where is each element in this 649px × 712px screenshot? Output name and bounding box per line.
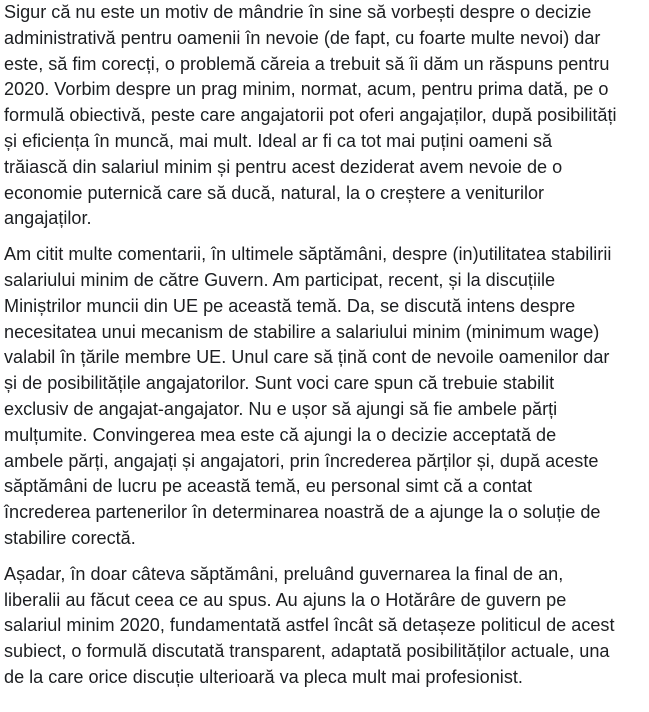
text-line: mulțumite. Convingerea mea este că ajungi la o decizie acceptată de bbox=[4, 424, 557, 445]
text-line: trăiască din salariul minim și pentru acest deziderat avem nevoie de o bbox=[4, 156, 563, 177]
text-line: și eficiența în muncă, mai mult. Ideal ar fi ca tot mai puțini oameni să bbox=[4, 130, 553, 151]
text-line: încrederea partenerilor în determinarea noastră de a ajunge la o soluție de bbox=[4, 502, 601, 523]
text-line: de la care orice discuție ulterioară va pleca mult mai profesionist. bbox=[4, 666, 523, 687]
post-body bbox=[4, 0, 644, 701]
text-line: angajaților. bbox=[4, 208, 92, 229]
text-line: administrativă pentru oamenii în nevoie (de fapt, cu foarte multe nevoi) dar bbox=[4, 27, 601, 48]
text-line: stabilire corectă. bbox=[4, 527, 136, 548]
text-line: 2020. Vorbim despre un prag minim, normat, acum, pentru prima dată, pe o bbox=[4, 79, 609, 100]
text-line: este, să fim corecți, o problemă căreia a trebuit să îi dăm un răspuns pentru bbox=[4, 53, 610, 74]
text-line: valabil în țările membre UE. Unul care să țină cont de nevoile oamenilor dar bbox=[4, 347, 610, 368]
text-line: săptămâni de lucru pe această temă, eu personal simt că a contat bbox=[4, 476, 533, 497]
text-line: Am citit multe comentarii, în ultimele săptămâni, despre (in)utilitatea stabilirii bbox=[4, 244, 612, 265]
text-line: ambele părți, angajați și angajatori, prin încrederea părților și, după aceste bbox=[4, 450, 599, 471]
text-line: exclusiv de angajat-angajator. Nu e ușor să ajungi să fie ambele părți bbox=[4, 398, 558, 419]
text-line: economie puternică care să ducă, natural, la o creștere a veniturilor bbox=[4, 182, 545, 203]
text-line: și de posibilitățile angajatorilor. Sunt voci care spun că trebuie stabilit bbox=[4, 373, 555, 394]
text-line: formulă obiectivă, peste care angajatorii pot oferi angajaților, după posibilități bbox=[4, 105, 617, 126]
text-line: Miniștrilor muncii din UE pe această temă. Da, se discută intens despre bbox=[4, 295, 576, 316]
paragraph-1 bbox=[4, 0, 644, 232]
text-line: salariului minim de către Guvern. Am participat, recent, și la discuțiile bbox=[4, 269, 556, 290]
text-line: Sigur că nu este un motiv de mândrie în sine să vorbești despre o decizie bbox=[4, 2, 592, 22]
text-line: salariul minim 2020, fundamentată astfel încât să detașeze politicul de acest bbox=[4, 615, 615, 636]
text-line: liberalii au făcut ceea ce au spus. Au ajuns la o Hotărâre de guvern pe bbox=[4, 589, 567, 610]
paragraph-3 bbox=[4, 562, 644, 691]
paragraph-2 bbox=[4, 242, 644, 552]
text-line: Așadar, în doar câteva săptămâni, preluând guvernarea la final de an, bbox=[4, 563, 564, 584]
text-line: subiect, o formulă discutată transparent, adaptată posibilităților actuale, una bbox=[4, 641, 610, 662]
text-line: necesitatea unui mecanism de stabilire a salariului minim (minimum wage) bbox=[4, 321, 600, 342]
